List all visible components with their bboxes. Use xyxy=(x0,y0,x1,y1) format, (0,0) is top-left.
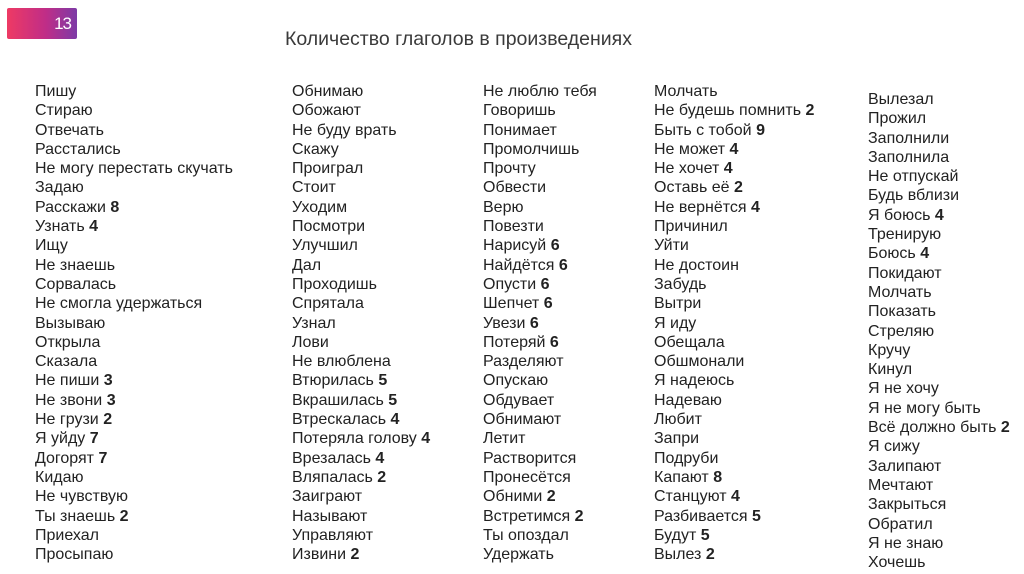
verb-text: Вкрашилась xyxy=(292,391,384,409)
verb-item xyxy=(292,314,430,333)
verb-count: 4 xyxy=(390,411,400,429)
verb-text: Вытри xyxy=(654,295,702,313)
verb-text: Разделяют xyxy=(483,353,564,371)
verb-text: Посмотри xyxy=(292,218,366,236)
verb-item xyxy=(868,283,1010,302)
verb-item xyxy=(483,410,597,429)
verb-text: Не пиши xyxy=(35,372,100,390)
verb-item xyxy=(654,333,814,352)
verb-count: 5 xyxy=(378,372,388,390)
verb-text: Извини xyxy=(292,546,347,564)
verb-item xyxy=(292,507,430,526)
verb-text: Сорвалась xyxy=(35,275,117,293)
verb-text: Втрескалась xyxy=(292,411,387,429)
verb-item xyxy=(483,198,597,217)
verb-text: Не вернётся xyxy=(654,198,747,216)
verb-item xyxy=(292,526,430,545)
verb-count: 7 xyxy=(98,449,108,467)
verb-text: Обнимают xyxy=(483,411,562,429)
verb-item xyxy=(35,507,233,526)
verb-text: Понимает xyxy=(483,121,557,139)
verb-item xyxy=(654,429,814,448)
verb-text: Открыла xyxy=(35,333,101,351)
verb-text: Улучшил xyxy=(292,237,358,255)
verb-item xyxy=(868,225,1010,244)
verb-item xyxy=(654,371,814,390)
verb-text: Обдувает xyxy=(483,391,555,409)
verb-item xyxy=(292,487,430,506)
verb-text: Лови xyxy=(292,333,329,351)
verb-count: 6 xyxy=(540,275,550,293)
verb-text: Верю xyxy=(483,198,524,216)
verb-text: Надеваю xyxy=(654,391,722,409)
verb-text: Ищу xyxy=(35,237,68,255)
verb-text: Догорят xyxy=(35,449,95,467)
verb-item xyxy=(35,410,233,429)
verb-count: 4 xyxy=(375,449,385,467)
verb-item xyxy=(654,449,814,468)
verb-text: Обожают xyxy=(292,102,361,120)
verb-item xyxy=(868,148,1010,167)
verb-text: Не знаешь xyxy=(35,256,116,274)
verb-item xyxy=(868,457,1010,476)
verb-item xyxy=(868,534,1010,553)
verb-item xyxy=(868,341,1010,360)
verb-text: Вызываю xyxy=(35,314,106,332)
verb-text: Шепчет xyxy=(483,295,540,313)
verb-text: Увези xyxy=(483,314,526,332)
verb-text: Я не могу быть xyxy=(868,399,981,417)
verb-count: 2 xyxy=(705,546,715,564)
verb-text: Не влюблена xyxy=(292,353,391,371)
verb-text: Потеряла голову xyxy=(292,430,417,448)
verb-text: Обшмонали xyxy=(654,353,745,371)
verb-item xyxy=(292,256,430,275)
verb-text: Обнимаю xyxy=(292,83,364,100)
verb-text: Не буду врать xyxy=(292,121,397,139)
verb-text: Прожил xyxy=(868,110,927,128)
verb-count: 8 xyxy=(713,468,723,486)
verb-count: 9 xyxy=(756,121,765,139)
verb-count: 2 xyxy=(377,468,387,486)
verb-count: 4 xyxy=(751,198,760,216)
verb-item xyxy=(654,140,814,159)
verb-item xyxy=(483,217,597,236)
verb-item xyxy=(654,256,814,275)
verb-count: 4 xyxy=(920,245,930,263)
verb-text: Я сижу xyxy=(868,438,920,456)
verb-item xyxy=(654,82,814,101)
verb-item xyxy=(292,82,430,101)
verb-item xyxy=(35,391,233,410)
verb-item xyxy=(35,121,233,140)
verb-text: Оставь её xyxy=(654,179,730,197)
verb-text: Обещала xyxy=(654,333,725,351)
verb-item xyxy=(868,322,1010,341)
verb-count: 5 xyxy=(388,391,398,409)
verb-item xyxy=(483,101,597,120)
verb-count: 6 xyxy=(550,237,560,255)
verb-text: Вылезал xyxy=(868,91,934,108)
verb-text: Летит xyxy=(483,430,526,448)
verb-text: Стоит xyxy=(292,179,336,197)
verb-item xyxy=(483,236,597,255)
verb-item xyxy=(868,302,1010,321)
verb-item xyxy=(483,429,597,448)
verb-item xyxy=(35,159,233,178)
verb-item xyxy=(35,217,233,236)
verb-item xyxy=(292,236,430,255)
verb-count: 2 xyxy=(350,546,360,564)
verb-item xyxy=(654,101,814,120)
verb-text: Не может xyxy=(654,140,726,158)
verb-text: Мечтают xyxy=(868,476,934,494)
verb-text: Станцуют xyxy=(654,488,727,506)
verb-text: Не люблю тебя xyxy=(483,83,597,100)
verb-item xyxy=(654,545,814,564)
verb-item xyxy=(292,121,430,140)
verb-count: 4 xyxy=(89,218,99,236)
verb-item xyxy=(483,545,597,564)
verb-column-2 xyxy=(292,82,430,564)
verb-count: 3 xyxy=(106,391,116,409)
verb-text: Не смогла удержаться xyxy=(35,295,203,313)
verb-text: Капают xyxy=(654,468,709,486)
verb-item xyxy=(868,476,1010,495)
verb-item xyxy=(292,333,430,352)
verb-item xyxy=(654,236,814,255)
verb-item xyxy=(483,314,597,333)
verb-text: Заполнила xyxy=(868,148,950,166)
verb-text: Втюрилась xyxy=(292,372,374,390)
verb-item xyxy=(868,418,1010,437)
verb-item xyxy=(292,140,430,159)
verb-text: Не достоин xyxy=(654,256,739,274)
verb-item xyxy=(35,429,233,448)
verb-text: Боюсь xyxy=(868,245,916,263)
verb-item xyxy=(292,391,430,410)
verb-item xyxy=(292,198,430,217)
verb-item xyxy=(654,352,814,371)
verb-item xyxy=(654,391,814,410)
verb-item xyxy=(483,256,597,275)
verb-item xyxy=(654,468,814,487)
verb-text: Я боюсь xyxy=(868,206,931,224)
verb-text: Запри xyxy=(654,430,700,448)
verb-item xyxy=(35,545,233,564)
verb-text: Скажу xyxy=(292,140,339,158)
verb-text: Приехал xyxy=(35,526,99,544)
verb-item xyxy=(292,468,430,487)
verb-text: Просыпаю xyxy=(35,546,114,564)
verb-item xyxy=(35,449,233,468)
verb-item xyxy=(292,410,430,429)
verb-text: Не звони xyxy=(35,391,103,409)
verb-text: Не будешь помнить xyxy=(654,102,802,120)
verb-item xyxy=(868,186,1010,205)
verb-text: Показать xyxy=(868,303,937,321)
verb-item xyxy=(292,275,430,294)
verb-count: 2 xyxy=(546,488,556,506)
verb-column-3 xyxy=(483,82,597,564)
verb-count: 5 xyxy=(700,526,710,544)
verb-text: Опусти xyxy=(483,275,537,293)
verb-item xyxy=(654,121,814,140)
verb-text: Узнать xyxy=(35,218,85,236)
verb-text: Быть с тобой xyxy=(654,121,752,139)
verb-text: Обвести xyxy=(483,179,547,197)
verb-column-5 xyxy=(868,90,1010,572)
verb-item xyxy=(868,244,1010,263)
verb-count: 2 xyxy=(119,507,129,525)
verb-item xyxy=(654,487,814,506)
verb-text: Обними xyxy=(483,488,543,506)
verb-text: Обратил xyxy=(868,515,933,533)
verb-text: Любит xyxy=(654,411,702,429)
verb-text: Молчать xyxy=(868,283,932,301)
slide-number-badge xyxy=(7,8,77,39)
verb-text: Кинул xyxy=(868,361,913,379)
verb-item xyxy=(654,217,814,236)
verb-item xyxy=(868,360,1010,379)
verb-item xyxy=(654,294,814,313)
verb-count: 6 xyxy=(543,295,553,313)
verb-count: 3 xyxy=(103,372,113,390)
verb-count: 4 xyxy=(934,206,944,224)
verb-count: 2 xyxy=(574,507,584,525)
verb-count: 5 xyxy=(751,507,761,525)
verb-item xyxy=(483,275,597,294)
verb-text: Отвечать xyxy=(35,121,105,139)
verb-item xyxy=(868,379,1010,398)
verb-item xyxy=(35,314,233,333)
page-title: Количество глаголов в произведениях xyxy=(285,28,632,50)
verb-text: Хочешь xyxy=(868,554,926,572)
verb-item xyxy=(292,101,430,120)
verb-item xyxy=(35,256,233,275)
verb-text: Пронесётся xyxy=(483,468,571,486)
verb-item xyxy=(35,140,233,159)
verb-text: Проиграл xyxy=(292,160,364,178)
verb-item xyxy=(292,371,430,390)
verb-text: Я не хочу xyxy=(868,380,939,398)
verb-item xyxy=(868,495,1010,514)
verb-item xyxy=(654,526,814,545)
verb-item xyxy=(483,294,597,313)
verb-text: Подруби xyxy=(654,449,719,467)
verb-text: Я иду xyxy=(654,314,697,332)
verb-text: Узнал xyxy=(292,314,336,332)
verb-text: Проходишь xyxy=(292,275,377,293)
verb-text: Забудь xyxy=(654,275,707,293)
verb-item xyxy=(868,167,1010,186)
verb-item xyxy=(35,352,233,371)
verb-text: Уйти xyxy=(654,237,689,255)
verb-text: Задаю xyxy=(35,179,84,197)
verb-column-1 xyxy=(35,82,233,564)
verb-text: Тренирую xyxy=(868,226,942,244)
verb-text: Называют xyxy=(292,507,368,525)
verb-text: Не хочет xyxy=(654,160,720,178)
verb-text: Будь вблизи xyxy=(868,187,960,205)
verb-text: Закрыться xyxy=(868,496,947,514)
verb-count: 2 xyxy=(734,179,743,197)
verb-item xyxy=(35,468,233,487)
verb-item xyxy=(483,487,597,506)
verb-text: Стреляю xyxy=(868,322,935,340)
verb-text: Спрятала xyxy=(292,295,364,313)
verb-item xyxy=(292,545,430,564)
verb-text: Говоришь xyxy=(483,102,556,120)
verb-item xyxy=(292,429,430,448)
verb-text: Я надеюсь xyxy=(654,372,735,390)
verb-text: Опускаю xyxy=(483,372,549,390)
verb-item xyxy=(292,449,430,468)
verb-text: Управляют xyxy=(292,526,374,544)
verb-item xyxy=(868,399,1010,418)
verb-count: 2 xyxy=(805,102,815,120)
verb-text: Потеряй xyxy=(483,333,546,351)
verb-count: 6 xyxy=(529,314,539,332)
verb-text: Найдётся xyxy=(483,256,555,274)
verb-item xyxy=(483,371,597,390)
verb-item xyxy=(868,437,1010,456)
verb-text: Сказала xyxy=(35,353,98,371)
verb-item xyxy=(654,410,814,429)
verb-item xyxy=(483,526,597,545)
verb-item xyxy=(35,294,233,313)
verb-count: 4 xyxy=(723,160,733,178)
verb-item xyxy=(35,275,233,294)
verb-item xyxy=(483,507,597,526)
verb-column-4 xyxy=(654,82,814,564)
verb-item xyxy=(292,352,430,371)
verb-text: Дал xyxy=(292,256,322,274)
verb-count: 2 xyxy=(1000,419,1010,437)
verb-item xyxy=(483,449,597,468)
verb-text: Не грузи xyxy=(35,411,99,429)
verb-item xyxy=(868,264,1010,283)
verb-item xyxy=(483,178,597,197)
verb-text: Ты опоздал xyxy=(483,526,569,544)
verb-text: Заиграют xyxy=(292,488,363,506)
verb-text: Не могу перестать скучать xyxy=(35,160,233,178)
verb-text: Всё должно быть xyxy=(868,419,997,437)
verb-item xyxy=(35,82,233,101)
verb-text: Прочту xyxy=(483,160,536,178)
verb-text: Расстались xyxy=(35,140,121,158)
verb-item xyxy=(35,333,233,352)
verb-text: Покидают xyxy=(868,264,942,282)
verb-count: 7 xyxy=(89,430,99,448)
verb-item xyxy=(654,507,814,526)
verb-item xyxy=(654,178,814,197)
verb-item xyxy=(483,333,597,352)
verb-item xyxy=(35,178,233,197)
verb-item xyxy=(868,129,1010,148)
verb-text: Залипают xyxy=(868,457,942,475)
verb-item xyxy=(35,236,233,255)
verb-text: Разбивается xyxy=(654,507,748,525)
verb-item xyxy=(35,526,233,545)
verb-item xyxy=(35,371,233,390)
verb-text: Врезалась xyxy=(292,449,371,467)
verb-text: Я уйду xyxy=(35,430,86,448)
verb-count: 4 xyxy=(731,488,740,506)
verb-item xyxy=(868,109,1010,128)
verb-item xyxy=(868,553,1010,572)
verb-count: 6 xyxy=(549,333,559,351)
verb-text: Стираю xyxy=(35,102,93,120)
verb-item xyxy=(654,314,814,333)
verb-text: Не чувствую xyxy=(35,488,129,506)
verb-item xyxy=(35,487,233,506)
verb-text: Удержать xyxy=(483,546,554,564)
verb-count: 4 xyxy=(729,140,739,158)
verb-text: Будут xyxy=(654,526,697,544)
verb-text: Молчать xyxy=(654,83,718,100)
verb-item xyxy=(292,159,430,178)
verb-count: 6 xyxy=(558,256,568,274)
verb-text: Не отпускай xyxy=(868,168,959,186)
verb-text: Встретимся xyxy=(483,507,571,525)
verb-text: Промолчишь xyxy=(483,140,580,158)
verb-item xyxy=(868,206,1010,225)
verb-item xyxy=(483,82,597,101)
verb-text: Ты знаешь xyxy=(35,507,116,525)
slide-number: 13 xyxy=(54,13,71,33)
verb-text: Расскажи xyxy=(35,198,106,216)
verb-item xyxy=(654,198,814,217)
verb-count: 8 xyxy=(110,198,120,216)
verb-text: Кидаю xyxy=(35,468,84,486)
verb-item xyxy=(292,178,430,197)
verb-text: Уходим xyxy=(292,198,348,216)
verb-text: Пишу xyxy=(35,83,77,100)
verb-text: Повезти xyxy=(483,218,544,236)
verb-item xyxy=(35,198,233,217)
verb-item xyxy=(483,468,597,487)
verb-item xyxy=(483,159,597,178)
verb-text: Растворится xyxy=(483,449,577,467)
verb-text: Заполнили xyxy=(868,129,950,147)
verb-item xyxy=(868,515,1010,534)
verb-text: Вляпалась xyxy=(292,468,373,486)
verb-text: Я не знаю xyxy=(868,534,944,552)
verb-text: Нарисуй xyxy=(483,237,547,255)
verb-item xyxy=(654,159,814,178)
verb-count: 2 xyxy=(103,411,113,429)
verb-item xyxy=(483,352,597,371)
verb-item xyxy=(483,391,597,410)
verb-item xyxy=(654,275,814,294)
verb-text: Причинил xyxy=(654,218,728,236)
verb-item xyxy=(483,121,597,140)
verb-item xyxy=(292,217,430,236)
verb-count: 4 xyxy=(421,430,431,448)
verb-item xyxy=(292,294,430,313)
verb-item xyxy=(483,140,597,159)
verb-item xyxy=(35,101,233,120)
verb-item xyxy=(868,90,1010,109)
verb-text: Вылез xyxy=(654,546,702,564)
verb-text: Кручу xyxy=(868,341,911,359)
